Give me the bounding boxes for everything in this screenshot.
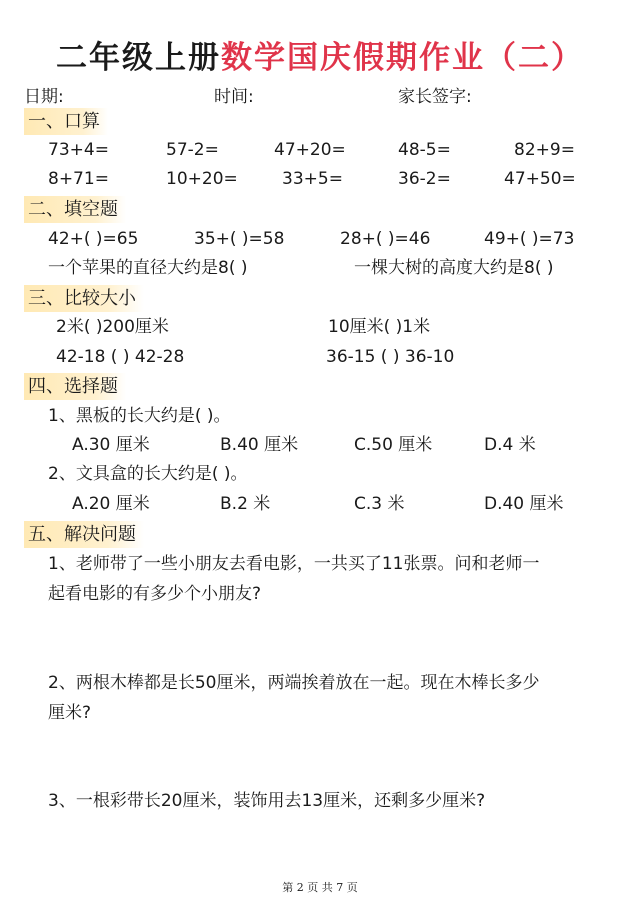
title-subject: 数学国庆假期作业（二） (221, 40, 584, 76)
section-oral-heading: 一、口算 (24, 108, 108, 135)
section-compare-heading: 三、比较大小 (24, 285, 144, 312)
oral-item: 82+9= (514, 140, 575, 160)
fill-item: 42+( )=65 (48, 229, 139, 249)
problem-text: 1、老师带了一些小朋友去看电影，一共买了11张票。问和老师一 (48, 554, 540, 574)
problem-text: 3、一根彩带长20厘米，装饰用去13厘米，还剩多少厘米? (48, 791, 486, 811)
fill-item: 一棵大树的高度大约是8( ) (354, 258, 554, 278)
fill-item: 35+( )=58 (194, 229, 285, 249)
title-grade: 二年级上册 (56, 40, 221, 76)
oral-item: 47+50= (504, 169, 576, 189)
choice-option: C.50 厘米 (354, 435, 433, 455)
fill-item: 一个苹果的直径大约是8( ) (48, 258, 248, 278)
oral-item: 33+5= (282, 169, 343, 189)
problem-text: 2、两根木棒都是长50厘米，两端挨着放在一起。现在木棒长多少 (48, 673, 540, 693)
page-title (0, 32, 640, 77)
signature-label: 家长签字: (398, 87, 472, 107)
time-label: 时间: (214, 87, 254, 107)
date-label: 日期: (24, 87, 64, 107)
choice-question: 1、黑板的长大约是( )。 (48, 406, 231, 426)
compare-item: 10厘米( )1米 (328, 317, 431, 337)
compare-item: 2米( )200厘米 (56, 317, 169, 337)
fill-item: 49+( )=73 (484, 229, 575, 249)
choice-option: D.40 厘米 (484, 494, 564, 514)
problem-text: 厘米? (48, 703, 92, 723)
compare-item: 42-18 ( ) 42-28 (56, 347, 185, 367)
oral-item: 36-2= (398, 169, 451, 189)
section-problems-heading: 五、解决问题 (24, 521, 144, 548)
choice-option: A.30 厘米 (72, 435, 150, 455)
choice-question: 2、文具盒的长大约是( )。 (48, 464, 248, 484)
problem-text: 起看电影的有多少个小朋友? (48, 584, 262, 604)
oral-item: 10+20= (166, 169, 238, 189)
choice-option: D.4 米 (484, 435, 536, 455)
choice-option: B.2 米 (220, 494, 271, 514)
section-fill-heading: 二、填空题 (24, 196, 126, 223)
choice-option: A.20 厘米 (72, 494, 150, 514)
oral-item: 47+20= (274, 140, 346, 160)
fill-item: 28+( )=46 (340, 229, 431, 249)
oral-item: 73+4= (48, 140, 109, 160)
oral-item: 48-5= (398, 140, 451, 160)
oral-item: 57-2= (166, 140, 219, 160)
choice-option: C.3 米 (354, 494, 405, 514)
compare-item: 36-15 ( ) 36-10 (326, 347, 455, 367)
page-number: 第 2 页 共 7 页 (282, 881, 358, 894)
choice-option: B.40 厘米 (220, 435, 299, 455)
section-choice-heading: 四、选择题 (24, 373, 126, 400)
oral-item: 8+71= (48, 169, 109, 189)
